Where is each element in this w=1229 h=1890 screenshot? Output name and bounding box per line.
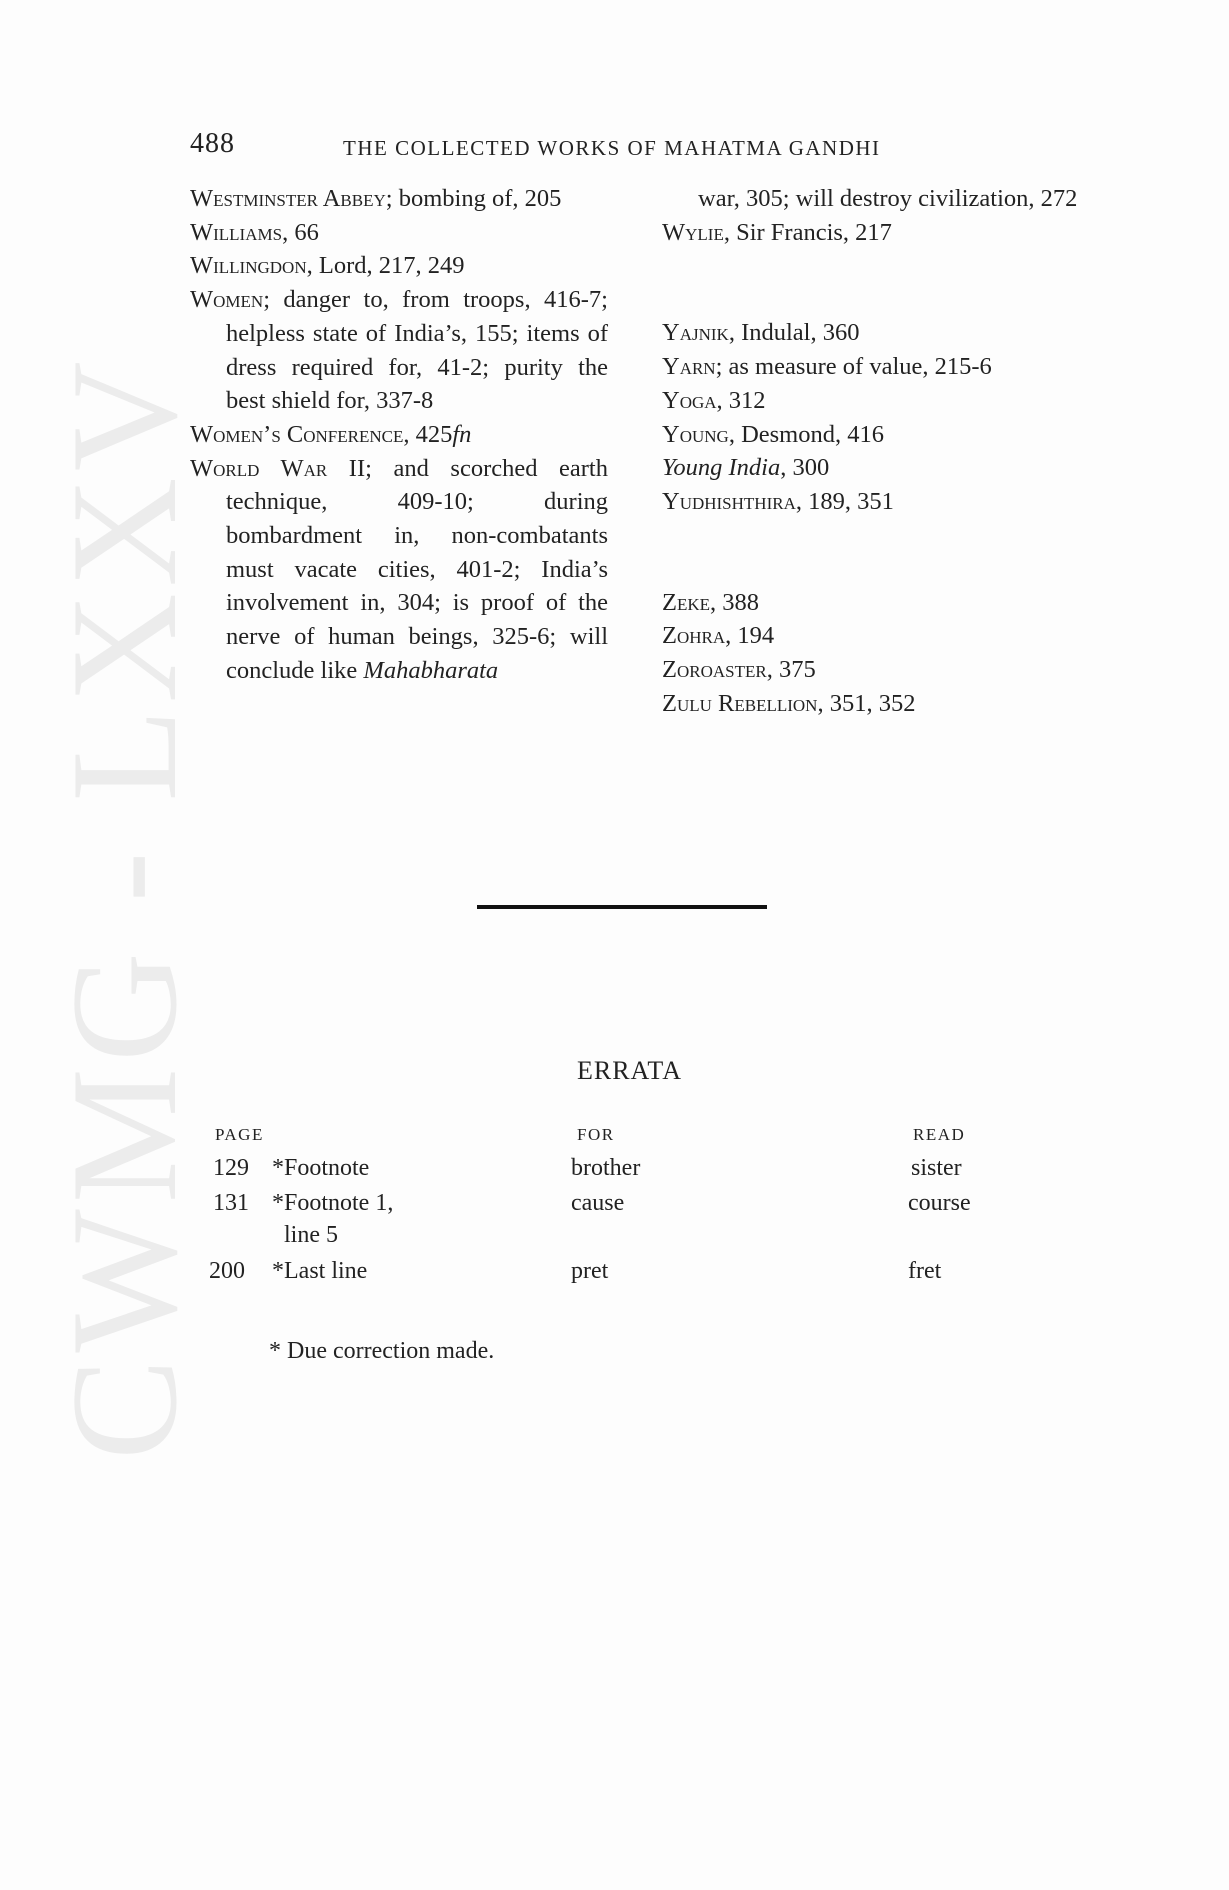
index-text: ; danger to, from troops, 416-7; helpless state of India’s, 155; items of dress required for, 41-2; purity the best shield for, 337-8 [226, 286, 608, 415]
index-text: , Indulal, 360 [728, 319, 860, 347]
index-heading: Willingdon [190, 252, 307, 280]
errata-page: 129 [213, 1155, 249, 1181]
errata-col-page: PAGE [215, 1125, 264, 1144]
index-entry [662, 384, 1082, 418]
errata-location: *Footnote [272, 1155, 370, 1181]
index-entry [662, 316, 1082, 350]
index-text: , 312 [716, 386, 766, 414]
index-text: , 194 [725, 622, 775, 650]
letter-gap [662, 519, 1082, 586]
index-text: ; as measure of value, 215-6 [715, 353, 992, 381]
errata-read: fret [908, 1258, 942, 1284]
index-text: , Desmond, 416 [728, 420, 884, 448]
errata-note: * Due correction made. [269, 1338, 495, 1364]
index-heading: Williams [190, 218, 283, 246]
index-heading: World War II [190, 454, 366, 482]
index-heading: Yajnik [662, 319, 729, 347]
errata-for: cause [571, 1190, 625, 1216]
page-number: 488 [190, 128, 235, 159]
index-entry [662, 350, 1082, 384]
errata-location-line2: line 5 [284, 1222, 338, 1248]
errata-location: *Last line [272, 1258, 368, 1284]
index-entry [190, 249, 608, 283]
errata-title: ERRATA [576, 1056, 683, 1085]
running-head: THE COLLECTED WORKS OF MAHATMA GANDHI [343, 136, 881, 160]
index-text: , 300 [780, 454, 830, 482]
index-italic-heading: Young India [662, 454, 781, 482]
index-text: , 66 [282, 218, 319, 246]
letter-gap [662, 249, 1082, 316]
index-entry [662, 418, 1082, 452]
index-text: , 189, 351 [795, 487, 894, 515]
index-entry [190, 283, 608, 418]
index-continuation: war, 305; will destroy civilization, 272 [698, 185, 1078, 212]
index-entry [662, 653, 1082, 687]
errata-page: 131 [213, 1190, 249, 1216]
index-left-column [190, 182, 608, 688]
index-text: ; bombing of, 205 [385, 185, 562, 212]
index-heading: Zohra [662, 622, 726, 650]
index-entry [662, 216, 1082, 250]
index-heading: Zulu Rebellion [662, 689, 818, 717]
index-heading: Wylie [662, 218, 724, 246]
errata-col-for: FOR [577, 1125, 615, 1144]
index-italic: fn [452, 420, 472, 448]
index-heading: Young [662, 420, 729, 448]
index-right-column [662, 182, 1082, 720]
index-entry [190, 452, 608, 688]
errata-for: pret [571, 1258, 609, 1284]
index-heading: Yoga [662, 386, 717, 414]
index-text: ; and scorched earth technique, 409-10; during bombardment in, non-combatants must vacate cities, 401-2; India’s involvement in, 304; is proof of the nerve of human beings, 325-6; will conclude like [226, 454, 608, 684]
errata-location: *Footnote 1, [272, 1190, 394, 1216]
index-heading: Zoroaster [662, 656, 767, 684]
index-entry [662, 687, 1082, 721]
index-entry [190, 182, 608, 216]
index-entry [662, 619, 1082, 653]
index-heading: Yarn [662, 353, 716, 381]
index-italic: Mahabharata [363, 656, 499, 684]
index-entry [662, 586, 1082, 620]
errata-read: course [908, 1190, 971, 1216]
watermark-text: CWMG - LXXV [40, 355, 208, 1460]
section-divider [477, 905, 767, 909]
index-entry [190, 418, 608, 452]
errata-page: 200 [209, 1258, 245, 1284]
index-text: , 375 [766, 656, 816, 684]
index-heading: Westminster Abbey [190, 185, 386, 212]
index-entry [662, 485, 1082, 519]
errata-for: brother [571, 1155, 641, 1181]
errata-read: sister [911, 1155, 962, 1181]
index-text: , 388 [710, 588, 760, 616]
index-text: , Lord, 217, 249 [306, 252, 465, 280]
errata-col-read: READ [913, 1125, 966, 1144]
index-text: , 351, 352 [817, 689, 916, 717]
index-entry [662, 451, 1082, 485]
index-heading: Yudhishthira [662, 487, 796, 515]
index-heading: Women’s Conference [190, 420, 404, 448]
index-heading: Zeke [662, 588, 711, 616]
index-text: , Sir Francis, 217 [723, 218, 892, 246]
index-entry [190, 216, 608, 250]
index-text: , 425 [403, 420, 453, 448]
index-heading: Women [190, 286, 264, 314]
